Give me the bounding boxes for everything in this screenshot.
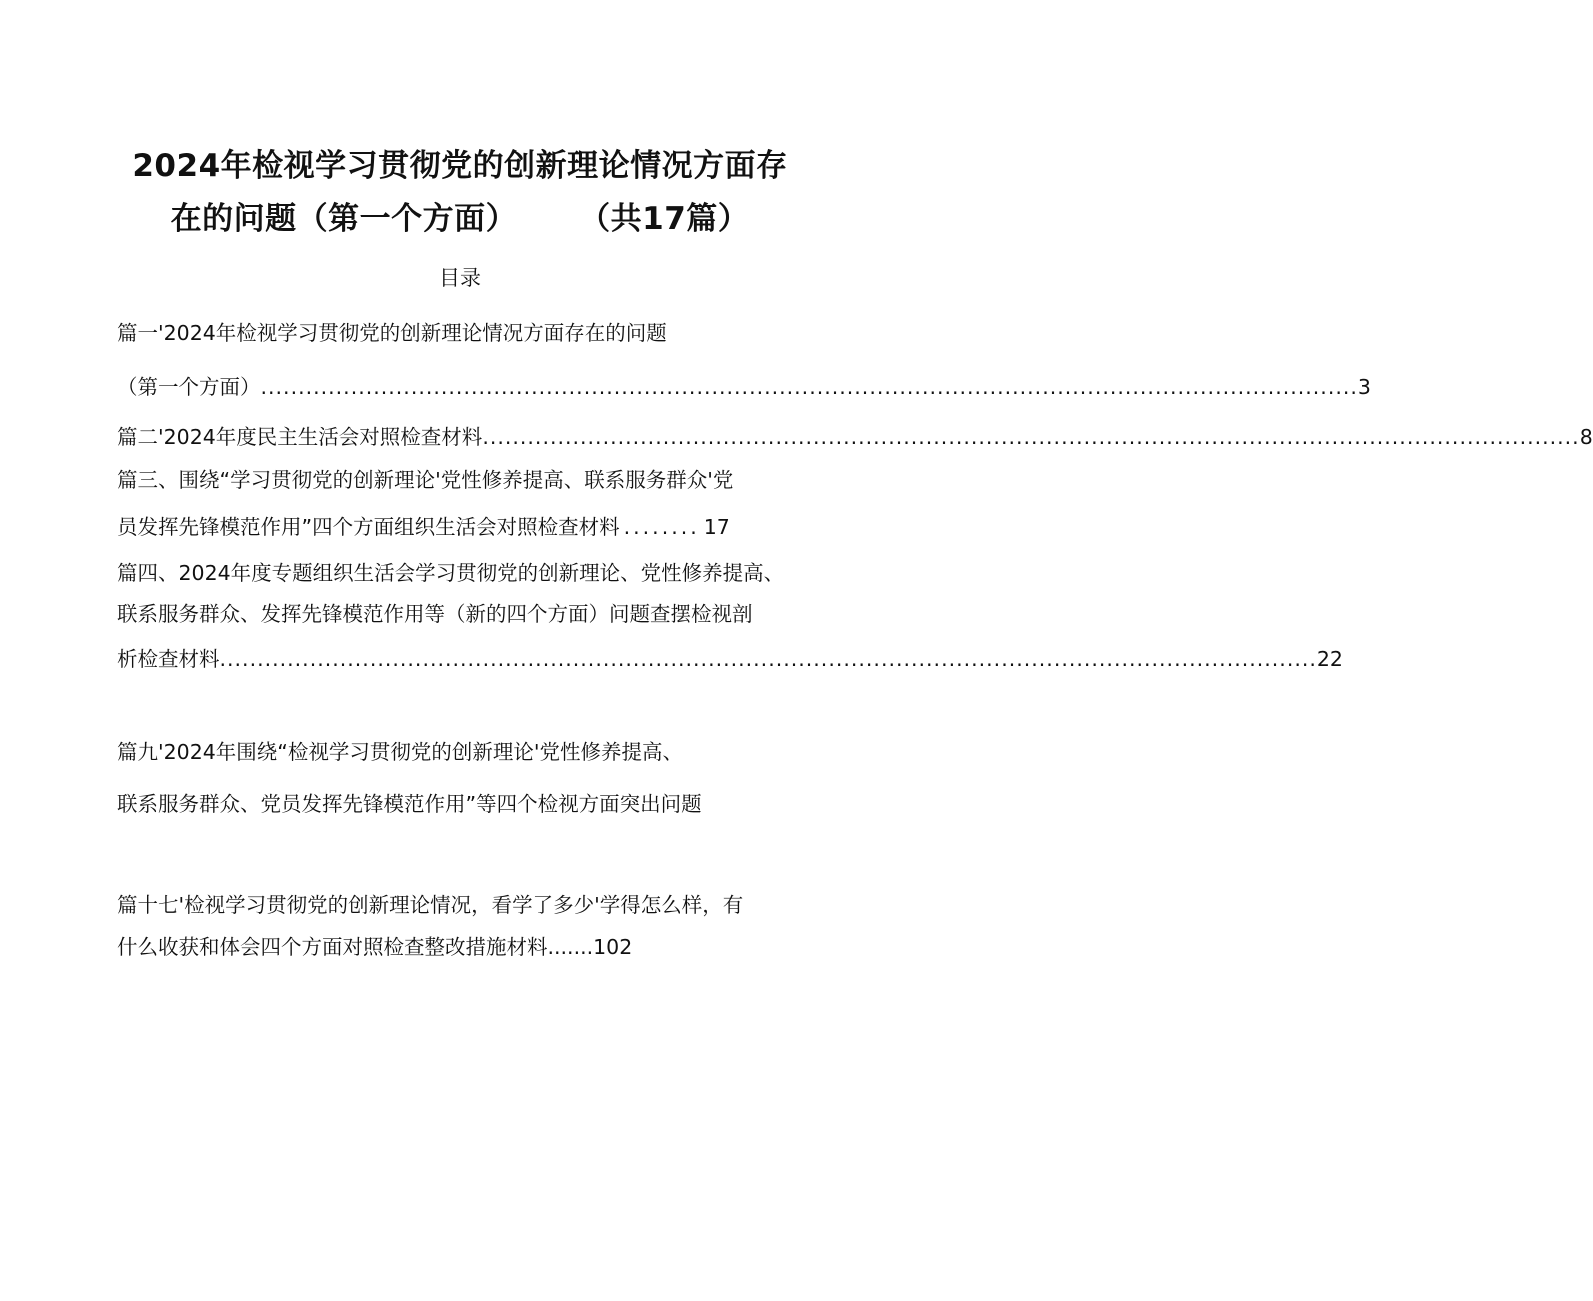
toc-entry-4-line-3[interactable] [117,647,1343,671]
document-title-count: （共17篇） [579,201,750,237]
toc-entry-17-line-2[interactable]: 什么收获和体会四个方面对照检查整改措施材料.......102 [117,935,633,959]
toc-entry-3-line-1[interactable]: 篇三、围绕“学习贯彻党的创新理论'党性修养提高、联系服务群众'党 [117,468,734,492]
document-title-subject: 在的问题（第一个方面） [170,201,518,237]
toc-entry-2-page: 8 [1579,425,1593,449]
toc-entry-3-page: 17 [703,515,730,539]
document-title-line-2 [0,193,920,238]
toc-entry-4-line-1[interactable]: 篇四、2024年度专题组织生活会学习贯彻党的创新理论、党性修养提高、 [117,561,785,585]
toc-entry-1-page: 3 [1357,375,1371,399]
dot-leader: .................................................................................................................................................. [260,375,1358,399]
toc-entry-3-line-2[interactable] [117,517,730,538]
toc-entry-2-text: 篇二'2024年度民主生活会对照检查材料 [117,425,483,449]
toc-entry-1-line-2[interactable] [117,375,1371,399]
toc-entry-17-line-1[interactable]: 篇十七'检视学习贯彻党的创新理论情况，看学了多少'学得怎么样，有 [117,893,744,917]
document-title-line-1: 2024年检视学习贯彻党的创新理论情况方面存 [132,148,788,184]
toc-entry-9-line-1[interactable]: 篇九'2024年围绕“检视学习贯彻党的创新理论'党性修养提高、 [117,740,684,764]
toc-entry-4-page: 22 [1316,647,1343,671]
toc-entry-1-text: （第一个方面） [117,375,261,399]
dot-leader: .................................................................................................................................................. [219,647,1317,671]
toc-entry-4-line-2[interactable]: 联系服务群众、发挥先锋模范作用等（新的四个方面）问题查摆检视剖 [117,602,753,626]
dot-leader: .................................................................................................................................................. [482,425,1580,449]
toc-entry-2[interactable] [117,425,1593,449]
toc-entry-1-line-1[interactable]: 篇一'2024年检视学习贯彻党的创新理论情况方面存在的问题 [117,321,667,345]
toc-heading: 目录 [439,266,481,290]
dot-leader: ........ [623,515,700,539]
toc-entry-4-text: 析检查材料 [117,647,220,671]
toc-entry-3-text: 员发挥先锋模范作用”四个方面组织生活会对照检查材料 [117,515,620,539]
toc-entry-9-line-2[interactable]: 联系服务群众、党员发挥先锋模范作用”等四个检视方面突出问题 [117,792,702,816]
